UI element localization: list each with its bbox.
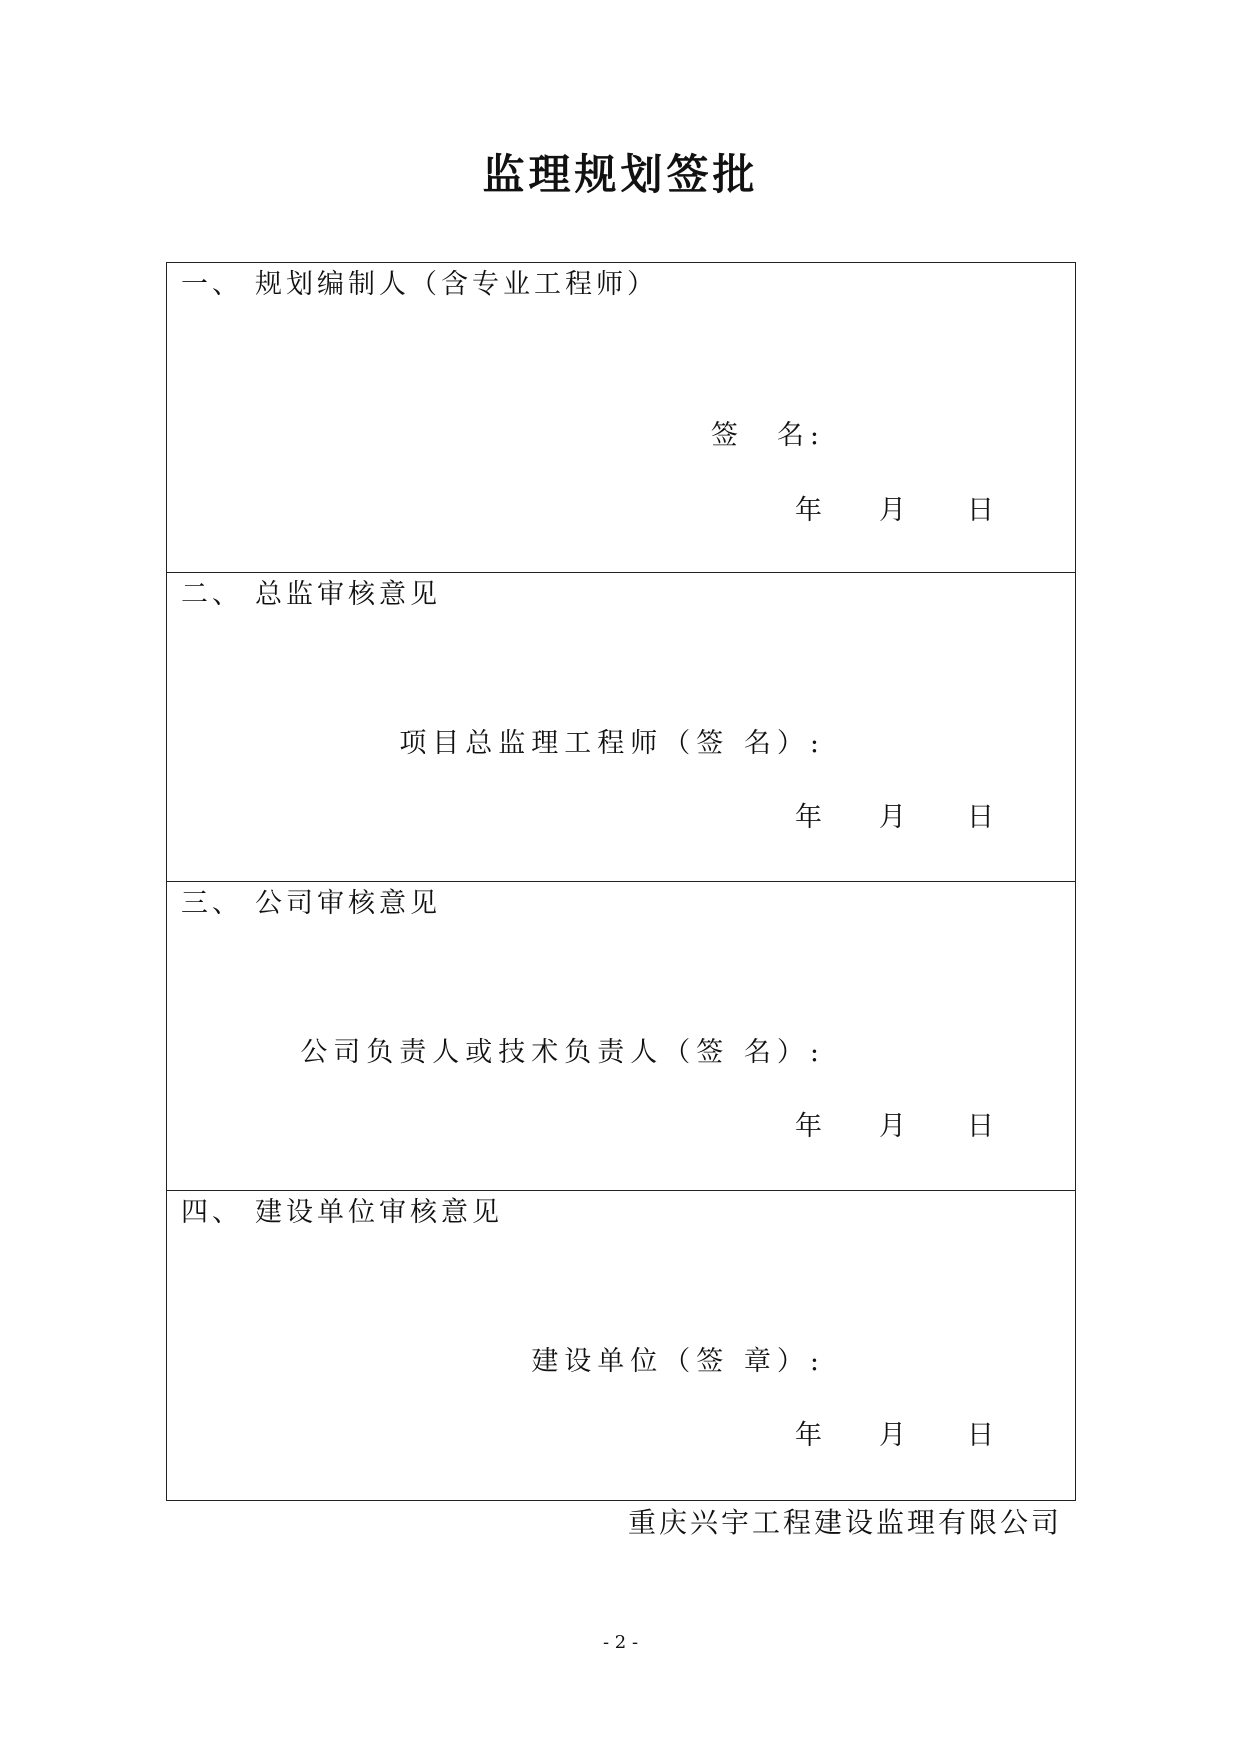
date-day-label: 日 [967, 1111, 994, 1142]
section-heading [181, 267, 658, 303]
date-year-label: 年 [795, 1111, 822, 1142]
section-heading [181, 886, 441, 922]
section-number: 三、 [181, 888, 243, 919]
section-title: 总监审核意见 [255, 579, 441, 610]
section-owner-review [167, 1190, 1075, 1500]
document-title: 监理规划签批 [482, 150, 759, 199]
section-heading [181, 1195, 503, 1231]
signature-label: 公司负责人或技术负责人（签 名）: [300, 1037, 825, 1068]
section-title: 公司审核意见 [255, 888, 441, 919]
signature-label: 签 名: [710, 420, 825, 451]
section-heading [181, 577, 441, 613]
approval-form [166, 262, 1076, 1501]
section-number: 一、 [181, 269, 243, 300]
date-day-label: 日 [967, 802, 994, 833]
section-company-review [167, 881, 1075, 1191]
date-month-label: 月 [879, 495, 906, 526]
date-month-label: 月 [879, 1111, 906, 1142]
date-day-label: 日 [967, 1420, 994, 1451]
section-chief-review [167, 572, 1075, 882]
date-year-label: 年 [795, 1420, 822, 1451]
date-day-label: 日 [967, 495, 994, 526]
section-number: 四、 [181, 1197, 243, 1228]
section-title: 规划编制人（含专业工程师） [255, 269, 658, 300]
section-title: 建设单位审核意见 [255, 1197, 503, 1228]
signature-label: 建设单位（签 章）: [531, 1346, 825, 1377]
page-number: - 2 - [602, 1632, 639, 1653]
section-number: 二、 [181, 579, 243, 610]
date-month-label: 月 [879, 802, 906, 833]
company-name: 重庆兴宇工程建设监理有限公司 [628, 1506, 1063, 1539]
date-year-label: 年 [795, 495, 822, 526]
section-compiler [167, 263, 1075, 572]
signature-label: 项目总监理工程师（签 名）: [399, 728, 825, 759]
date-month-label: 月 [879, 1420, 906, 1451]
date-year-label: 年 [795, 802, 822, 833]
